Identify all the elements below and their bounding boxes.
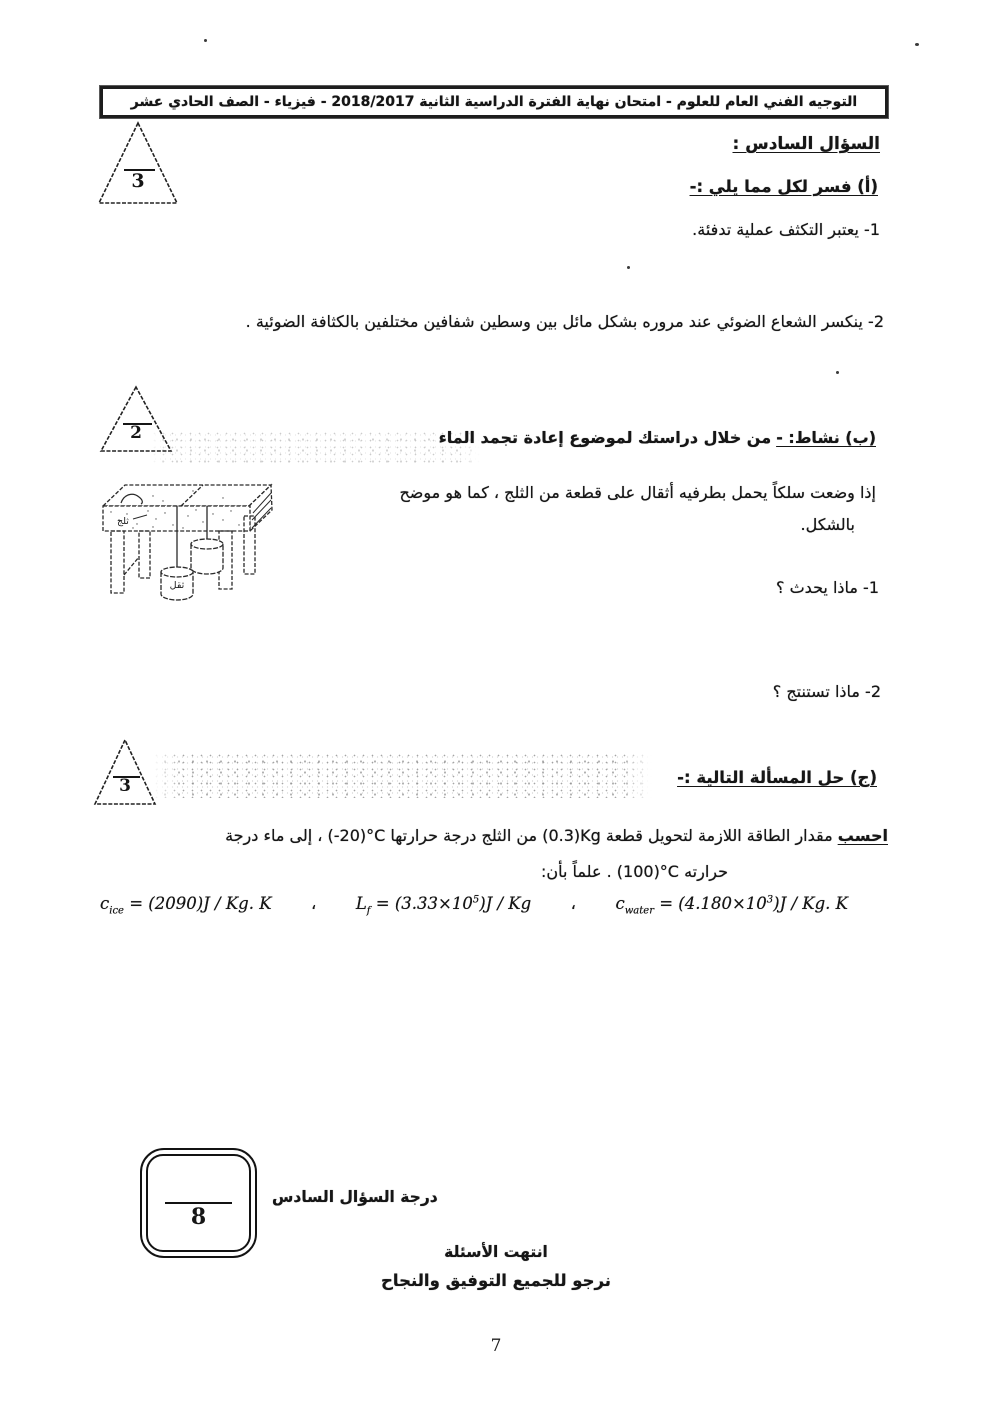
symbol: c xyxy=(615,894,625,913)
part-a-heading: (أ) فسر لكل مما يلي :- xyxy=(689,177,878,196)
good-luck-text: نرجو للجميع التوفيق والنجاح xyxy=(381,1271,611,1290)
scan-speck xyxy=(915,43,919,46)
scan-speck xyxy=(627,266,630,269)
score-box-inner-frame xyxy=(146,1154,251,1252)
part-b-line-1: إذا وضعت سلكاً يحمل بطرفيه أثقال على قطعة من الثلج ، كما هو موضح xyxy=(399,483,876,502)
value-close: ) xyxy=(479,894,486,913)
problem-text: من الثلج درجة حرارتها xyxy=(385,826,543,845)
symbol: c xyxy=(100,894,110,913)
value: = (2090) xyxy=(123,894,204,913)
subscript: f xyxy=(366,905,371,917)
end-of-questions-text: انتهت الأسئلة xyxy=(444,1243,548,1261)
score-box-label: درجة السؤال السادس xyxy=(272,1188,438,1206)
value: = (4.180×10 xyxy=(653,894,767,913)
scan-speck xyxy=(204,39,207,42)
separator: ، xyxy=(311,894,317,913)
value-close: ) xyxy=(773,894,780,913)
unit: J / Kg. K xyxy=(779,894,848,913)
problem-text: مقدار الطاقة اللازمة لتحويل قطعة xyxy=(600,826,838,845)
subscript: ice xyxy=(109,905,124,917)
scan-noise-band xyxy=(152,752,652,798)
part-b-question-2: 2- ماذا تستنتج ؟ xyxy=(772,682,881,701)
marks-value: 3 xyxy=(131,169,145,192)
ice-label: ثلج xyxy=(117,516,129,527)
unit: J / Kg. K xyxy=(203,894,272,913)
symbol: L xyxy=(355,894,367,913)
given-constants-row xyxy=(100,894,848,916)
part-b-line-2: بالشكل. xyxy=(800,515,855,534)
problem-text: ، إلى ماء درجة xyxy=(225,826,328,845)
scan-noise-band xyxy=(150,430,480,464)
question-title: السؤال السادس : xyxy=(732,134,880,154)
problem-text: حرارته xyxy=(678,862,728,881)
triangle-icon xyxy=(91,737,159,807)
constant-c-water xyxy=(615,894,848,916)
final-temperature-value: (100)°C xyxy=(616,862,679,881)
marks-value: 3 xyxy=(119,775,131,796)
score-box xyxy=(140,1148,257,1258)
constant-latent-heat-fusion xyxy=(356,894,531,916)
part-c-problem-line-2 xyxy=(541,862,728,881)
part-a-item-1: 1- يعتبر التكثف عملية تدفئة. xyxy=(692,220,880,239)
marks-value: 2 xyxy=(130,422,142,443)
page-number: 7 xyxy=(490,1336,502,1356)
subscript: water xyxy=(624,905,654,917)
exponent: 5 xyxy=(472,894,480,906)
value: = (3.33×10 xyxy=(370,894,473,913)
weight-label: ثقل xyxy=(169,580,185,591)
header-banner: التوجيه الفني العام للعلوم - امتحان نهاية الفترة الدراسية الثانية 2018/2017 - فيزياء - الصف الحادي عشر xyxy=(100,86,888,118)
separator: ، xyxy=(570,894,576,913)
score-value: 8 xyxy=(190,1203,207,1230)
scan-speck xyxy=(836,371,839,374)
part-c-lead-word: احسب xyxy=(837,826,888,845)
part-b-question-1: 1- ماذا يحدث ؟ xyxy=(776,578,879,597)
unit: J / Kg xyxy=(485,894,532,913)
mass-value: (0.3)Kg xyxy=(542,826,601,845)
part-a-item-2: 2- ينكسر الشعاع الضوئي عند مروره بشكل مائل بين وسطين شفافين مختلفين بالكثافة الضوئية . xyxy=(245,312,884,331)
part-b-intro: من خلال دراستك لموضوع إعادة تجمد الماء xyxy=(438,428,772,447)
part-b-heading: (ب) نشاط: - xyxy=(776,428,876,447)
constant-c-ice xyxy=(100,894,272,916)
problem-text: . علماً بأن: xyxy=(541,862,617,881)
part-c-problem-line-1 xyxy=(225,826,888,845)
ice-regelation-figure xyxy=(93,476,325,620)
table-ice-weights-drawing xyxy=(93,476,325,620)
triangle-icon xyxy=(95,120,181,206)
marks-triangle-part-c xyxy=(91,737,159,807)
weight-cylinder-back xyxy=(191,539,223,574)
marks-triangle-part-a xyxy=(95,120,181,206)
part-b-heading-line xyxy=(439,428,876,447)
exponent: 3 xyxy=(766,894,774,906)
part-c-heading: (ج) حل المسألة التالية :- xyxy=(677,768,877,787)
initial-temperature-value: (-20)°C xyxy=(327,826,386,845)
